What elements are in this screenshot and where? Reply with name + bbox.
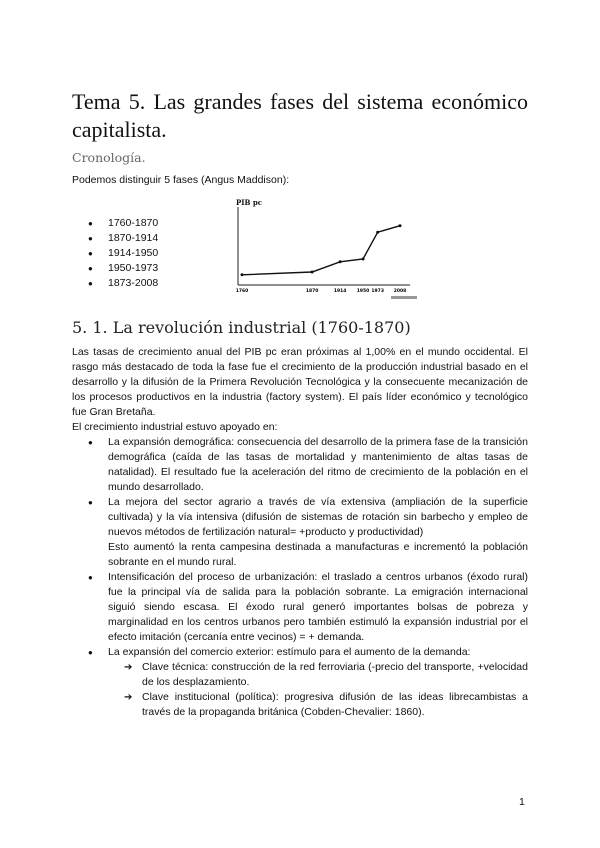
document-title: Tema 5. Las grandes fases del sistema económico capitalista. — [72, 89, 528, 142]
intro-text: Podemos distinguir 5 fases (Angus Maddison): — [72, 174, 290, 186]
data-point — [311, 270, 314, 273]
paragraph: Las tasas de crecimiento anual del PIB pc eran próximas al 1,00% en el mundo occidental. El rasgo más destacado de toda la fase fue el crecimiento de la producción industrial basado en el desarrollo y la difusión de la Primera Revolución Tecnológica y la consecuente mecanización de los procesos productivos en la industria (factory system). El país líder económico y tecnológico fue Gran Bretaña. — [72, 346, 528, 418]
data-point — [241, 273, 244, 276]
data-point — [376, 231, 379, 234]
section-body — [72, 345, 528, 720]
paragraph: El crecimiento industrial estuvo apoyado en: — [72, 421, 278, 433]
series-line — [242, 226, 400, 275]
data-point — [362, 258, 365, 261]
gdp-chart — [232, 196, 418, 300]
bullet-continuation: Esto aumentó la renta campesina destinada a manufacturas e incrementó la población sobrante en el mundo rural. — [108, 541, 528, 568]
bullet-list — [72, 435, 528, 720]
sub-list — [108, 660, 528, 720]
bullet-item — [72, 495, 528, 570]
phase-item: ● 1870-1914 — [72, 231, 158, 246]
x-tick-label: 1914 — [333, 289, 347, 294]
chart-highlight-bar — [391, 296, 417, 299]
phase-item: ● 1760-1870 — [72, 216, 158, 231]
sub-item: ➔ Clave técnica: construcción de la red ferroviaria (-precio del transporte, +velocidad de los desplazamiento. — [108, 660, 528, 690]
x-tick-label: 1950 — [356, 289, 370, 294]
data-point — [399, 224, 402, 227]
page-number: 1 — [519, 796, 525, 808]
bullet-item: ● La expansión demográfica: consecuencia del desarrollo de la primera fase de la transición demográfica (caída de las tasas de mortalidad y mantenimiento de altas tasas de natalidad). El resultado fue la aceleración del ritmo de crecimiento de la población en el mundo desarrollado. — [72, 435, 528, 495]
x-tick-label: 1870 — [305, 289, 319, 294]
bullet-item — [72, 645, 528, 720]
data-point — [339, 260, 342, 263]
bullet-text: ● La mejora del sector agrario a través de vía extensiva (ampliación de la superficie cultivada) y la vía intensiva (difusión de sistemas de rotación sin barbecho y empleo de nuevos métodos de fertilización natural= +producto y productividad) — [108, 496, 528, 538]
sub-item: ➔ Clave institucional (política): progresiva difusión de las ideas librecambistas a través de la propaganda británica (Cobden-Chevalier: 1860). — [108, 690, 528, 720]
phase-item: ● 1950-1973 — [72, 261, 158, 276]
bullet-text: ● La expansión del comercio exterior: estímulo para el aumento de la demanda: — [108, 646, 471, 658]
cronologia-heading: Cronología. — [72, 150, 146, 165]
chart-ylabel: PIB pc — [236, 198, 263, 207]
x-tick-label: 2008 — [393, 289, 407, 294]
phase-item: ● 1873-2008 — [72, 276, 158, 291]
phase-item: ● 1914-1950 — [72, 246, 158, 261]
x-tick-label: 1973 — [371, 289, 384, 294]
bullet-item: ● Intensificación del proceso de urbanización: el traslado a centros urbanos (éxodo rural) fue la principal vía de salida para la población sobrante. La emigración internacional siguió siendo escasa. El éxodo rural generó importantes bolsas de pobreza y marginalidad en los centros urbanos pero también estimuló la expansión industrial por el efecto imitación (cercanía entre vecinos) = + demanda. — [72, 570, 528, 645]
phases-list — [72, 216, 158, 291]
section-heading: 5. 1. La revolución industrial (1760-1870) — [72, 318, 411, 337]
x-tick-label: 1760 — [235, 289, 249, 294]
